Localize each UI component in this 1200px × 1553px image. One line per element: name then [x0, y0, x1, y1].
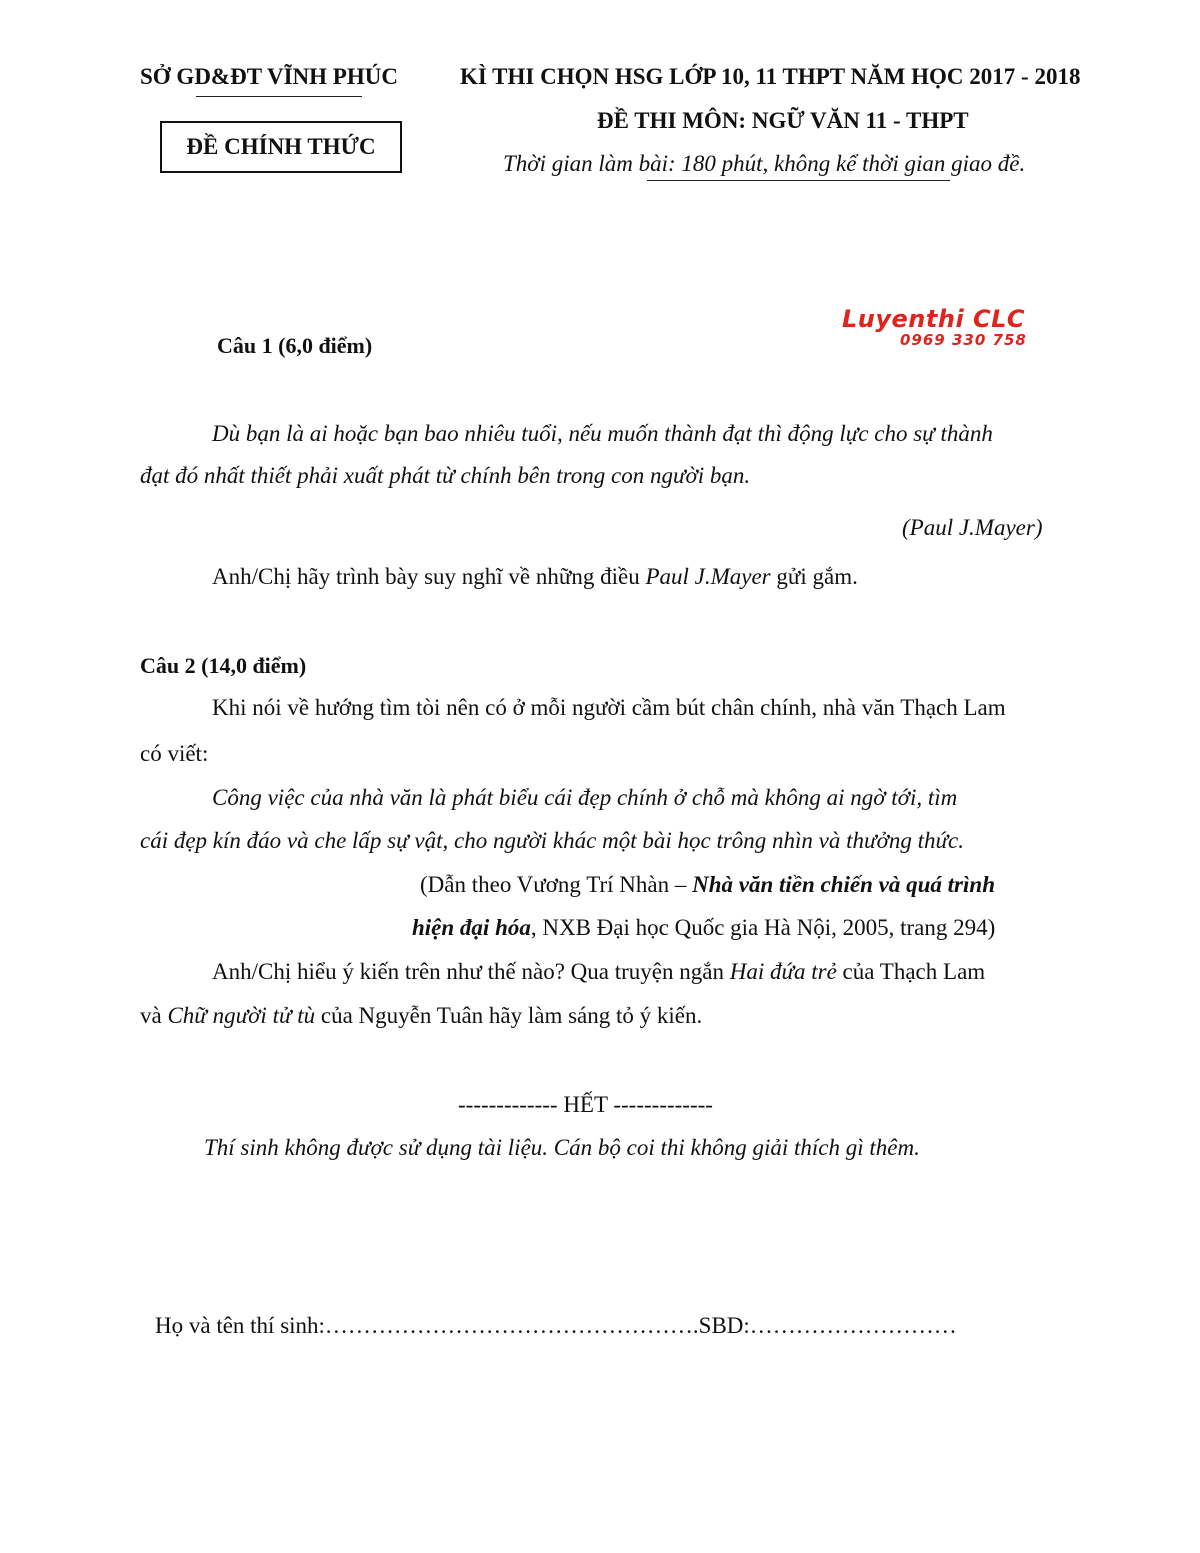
question2-quote-line1: Công việc của nhà văn là phát biểu cái đẹp chính ở chỗ mà không ai ngờ tới, tìm [212, 785, 958, 810]
end-marker: ------------- HẾT ------------- [458, 1092, 713, 1117]
question2-source-book-part2: hiện đại hóa [412, 915, 531, 940]
official-exam-box [160, 121, 402, 173]
department-underline [196, 96, 362, 97]
question2-quote-line2: cái đẹp kín đáo và che lấp sự vật, cho người khác một bài học trông nhìn và thưởng thức. [140, 828, 964, 853]
question2-task-line1 [212, 959, 985, 985]
question2-task-line1-start: Anh/Chị hiểu ý kiến trên như thế nào? Qua truyện ngắn [212, 959, 730, 984]
question1-heading: Câu 1 (6,0 điểm) [217, 333, 373, 358]
time-note: Thời gian làm bài: 180 phút, không kể thời gian giao đề. [503, 151, 1026, 176]
candidate-info-line: Họ và tên thí sinh:………………………………………….SBD:……………………… [155, 1313, 957, 1338]
question1-prompt-author: Paul J.Mayer [645, 564, 771, 589]
question2-task-work2: Chữ người tử tù [167, 1003, 316, 1028]
exam-rules-note: Thí sinh không được sử dụng tài liệu. Cán bộ coi thi không giải thích gì thêm. [204, 1135, 920, 1160]
time-note-underline [647, 180, 950, 181]
question2-source-book-part1: Nhà văn tiền chiến và quá trình [692, 872, 995, 897]
department-name: SỞ GD&ĐT VĨNH PHÚC [140, 64, 398, 89]
question1-prompt [212, 564, 858, 590]
logo-name: Luyenthi CLC [842, 305, 1026, 333]
question1-quote-line1: Dù bạn là ai hoặc bạn bao nhiêu tuổi, nếu muốn thành đạt thì động lực cho sự thành [212, 421, 993, 446]
question2-task-work1: Hai đứa trẻ [729, 959, 837, 984]
official-label: ĐỀ CHÍNH THỨC [186, 134, 376, 159]
question2-source-line1 [420, 872, 995, 898]
question2-heading: Câu 2 (14,0 điểm) [140, 653, 307, 678]
question2-source-prefix: (Dẫn theo Vương Trí Nhàn – [420, 872, 693, 897]
question2-intro-line2: có viết: [140, 741, 209, 766]
question1-prompt-end: gửi gắm. [770, 564, 858, 589]
question2-source-suffix: , NXB Đại học Quốc gia Hà Nội, 2005, trang 294) [530, 915, 996, 940]
question1-attribution: (Paul J.Mayer) [902, 515, 1043, 540]
question1-prompt-start: Anh/Chị hãy trình bày suy nghĩ về những điều [212, 564, 646, 589]
exam-title: KÌ THI CHỌN HSG LỚP 10, 11 THPT NĂM HỌC 2017 - 2018 [460, 64, 1081, 89]
question2-task-line2-end: của Nguyễn Tuân hãy làm sáng tỏ ý kiến. [315, 1003, 703, 1028]
question2-task-line1-end: của Thạch Lam [836, 959, 986, 984]
question2-task-line2-start: và [140, 1003, 168, 1028]
question2-source-line2 [412, 915, 995, 941]
logo-phone: 0969 330 758 [900, 331, 1027, 349]
luyenthi-logo [838, 305, 1060, 353]
question2-intro-line1: Khi nói về hướng tìm tòi nên có ở mỗi người cầm bút chân chính, nhà văn Thạch Lam [212, 695, 1006, 720]
exam-subject: ĐỀ THI MÔN: NGỮ VĂN 11 - THPT [597, 108, 969, 133]
question1-quote-line2: đạt đó nhất thiết phải xuất phát từ chính bên trong con người bạn. [140, 463, 751, 488]
question2-task-line2 [140, 1003, 702, 1029]
